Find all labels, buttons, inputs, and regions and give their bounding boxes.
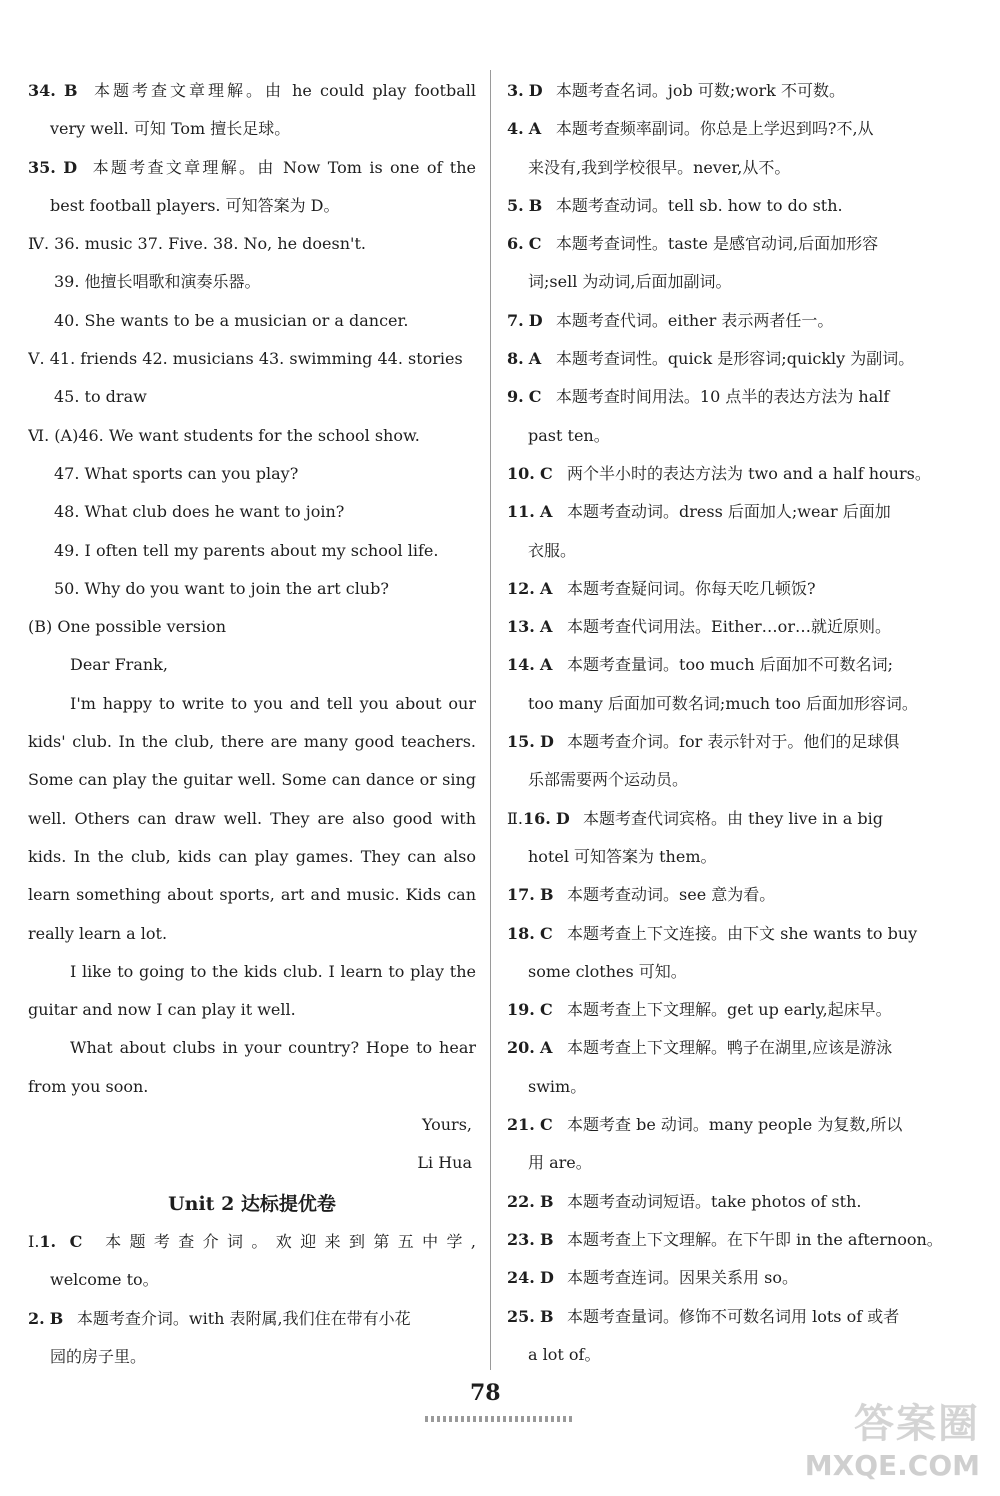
answer-10: 10. C 两个半小时的表达方法为 two and a half hours。 (507, 463, 931, 483)
answer-13: 13. A 本题考查代词用法。Either…or…就近原则。 (507, 617, 891, 637)
answer-18: 18. C 本题考查上下文连接。由下文 she wants to buy (507, 923, 918, 943)
unit-title: Unit 2 达标提优卷 (168, 1192, 336, 1215)
answer-8: 8. A 本题考查词性。quick 是形容词;quickly 为副词。 (507, 349, 915, 369)
answer-16: Ⅱ.16. D 本题考查代词宾格。由 they live in a big (507, 808, 883, 828)
answer-18-cont: some clothes 可知。 (528, 961, 687, 981)
answer-35: 35. D 本题考查文章理解。由 Now Tom is one of the (28, 157, 476, 177)
answer-15: 15. D 本题考查介词。for 表示针对于。他们的足球俱 (507, 732, 900, 752)
watermark-site: MXQE.COM (804, 1449, 980, 1482)
answer-2: 2. B 本题考查介词。with 表附属,我们住在带有小花 (28, 1308, 411, 1328)
answer-6: 6. C 本题考查词性。taste 是感官动词,后面加形容 (507, 234, 879, 254)
answer-11: 11. A 本题考查动词。dress 后面加人;wear 后面加 (507, 502, 891, 522)
answer-20-cont: swim。 (528, 1076, 587, 1096)
answer-47: 47. What sports can you play? (54, 463, 299, 483)
answer-1-cont: welcome to。 (50, 1270, 159, 1290)
answer-11-cont: 衣服。 (528, 540, 577, 560)
answer-1: Ⅰ.1. C 本题考查介词。欢迎来到第五中学, (28, 1231, 476, 1251)
answer-35-cont: best football players. 可知答案为 D。 (50, 195, 340, 215)
letter-line: learn something about sports, art and music. Kids can (28, 885, 476, 905)
left-column (28, 72, 476, 1376)
answer-2-cont: 园的房子里。 (50, 1346, 147, 1366)
answer-9: 9. C 本题考查时间用法。10 点半的表达方法为 half (507, 387, 890, 407)
answer-6-cont: 词;sell 为动词,后面加副词。 (528, 272, 732, 292)
answer-39: 39. 他擅长唱歌和演奏乐器。 (54, 272, 261, 292)
answer-21-cont: 用 are。 (528, 1153, 592, 1173)
section-5-answers: Ⅴ. 41. friends 42. musicians 43. swimming 44. stories (28, 349, 463, 369)
answer-22: 22. B 本题考查动词短语。take photos of sth. (507, 1191, 862, 1211)
essay-heading: (B) One possible version (28, 617, 227, 637)
answer-20: 20. A 本题考查上下文理解。鸭子在湖里,应该是游泳 (507, 1038, 893, 1058)
answer-23: 23. B 本题考查上下文理解。在下午即 in the afternoon。 (507, 1229, 943, 1249)
answer-5: 5. B 本题考查动词。tell sb. how to do sth. (507, 195, 843, 215)
answer-9-cont: past ten。 (528, 425, 610, 445)
answer-25: 25. B 本题考查量词。修饰不可数名词用 lots of 或者 (507, 1306, 900, 1326)
answer-21: 21. C 本题考查 be 动词。many people 为复数,所以 (507, 1115, 903, 1135)
letter-line: guitar and now I can play it well. (28, 1000, 296, 1020)
answer-7: 7. D 本题考查代词。either 表示两者任一。 (507, 310, 834, 330)
letter-line: I'm happy to write to you and tell you about our (70, 693, 476, 713)
letter-line: What about clubs in your country? Hope to hear (70, 1038, 476, 1058)
answer-4-cont: 来没有,我到学校很早。never,从不。 (528, 157, 791, 177)
watermark-logo: 答案圈 (854, 1401, 980, 1447)
footer-decoration (425, 1416, 575, 1422)
answer-34: 34. B 本题考查文章理解。由 he could play football (28, 81, 476, 100)
answer-15-cont: 乐部需要两个运动员。 (528, 770, 689, 790)
answer-19: 19. C 本题考查上下文理解。get up early,起床早。 (507, 1000, 892, 1020)
letter-signature: Li Hua (417, 1153, 472, 1173)
letter-greeting: Dear Frank, (70, 655, 168, 675)
letter-line: Some can play the guitar well. Some can dance or sing (28, 770, 476, 790)
watermark (805, 1392, 980, 1482)
letter-closing: Yours, (421, 1115, 472, 1135)
letter-line: from you soon. (28, 1076, 149, 1096)
answer-14: 14. A 本题考查量词。too much 后面加不可数名词; (507, 655, 894, 675)
letter-line: kids' club. In the club, there are many good teachers. (28, 732, 476, 752)
answer-49: 49. I often tell my parents about my school life. (54, 540, 439, 560)
answer-45: 45. to draw (54, 387, 147, 407)
section-6-answer-46: Ⅵ. (A)46. We want students for the school show. (28, 425, 420, 445)
answer-12: 12. A 本题考查疑问词。你每天吃几顿饭? (507, 578, 816, 598)
answer-40: 40. She wants to be a musician or a dancer. (54, 310, 409, 330)
answer-16-cont: hotel 可知答案为 them。 (528, 846, 717, 866)
answer-50: 50. Why do you want to join the art club? (54, 578, 389, 598)
letter-line: kids. In the club, kids can play games. They can also (28, 846, 476, 866)
section-4-answers: Ⅳ. 36. music 37. Five. 38. No, he doesn't. (28, 234, 366, 254)
answer-25-cont: a lot of。 (528, 1344, 601, 1364)
answer-4: 4. A 本题考查频率副词。你总是上学迟到吗?不,从 (507, 119, 874, 139)
right-column (507, 72, 957, 1374)
answer-24: 24. D 本题考查连词。因果关系用 so。 (507, 1268, 798, 1288)
page-number: 78 (470, 1380, 501, 1406)
letter-line: well. Others can draw well. They are also good with (28, 808, 476, 828)
column-divider (490, 70, 491, 1370)
answer-14-cont: too many 后面加可数名词;much too 后面加形容词。 (528, 693, 918, 713)
answer-48: 48. What club does he want to join? (54, 502, 345, 522)
answer-17: 17. B 本题考查动词。see 意为看。 (507, 885, 776, 905)
letter-line: really learn a lot. (28, 923, 168, 943)
answer-34-cont: very well. 可知 Tom 擅长足球。 (50, 119, 291, 139)
letter-line: I like to going to the kids club. I learn to play the (70, 961, 476, 981)
answer-3: 3. D 本题考查名词。job 可数;work 不可数。 (507, 81, 845, 100)
